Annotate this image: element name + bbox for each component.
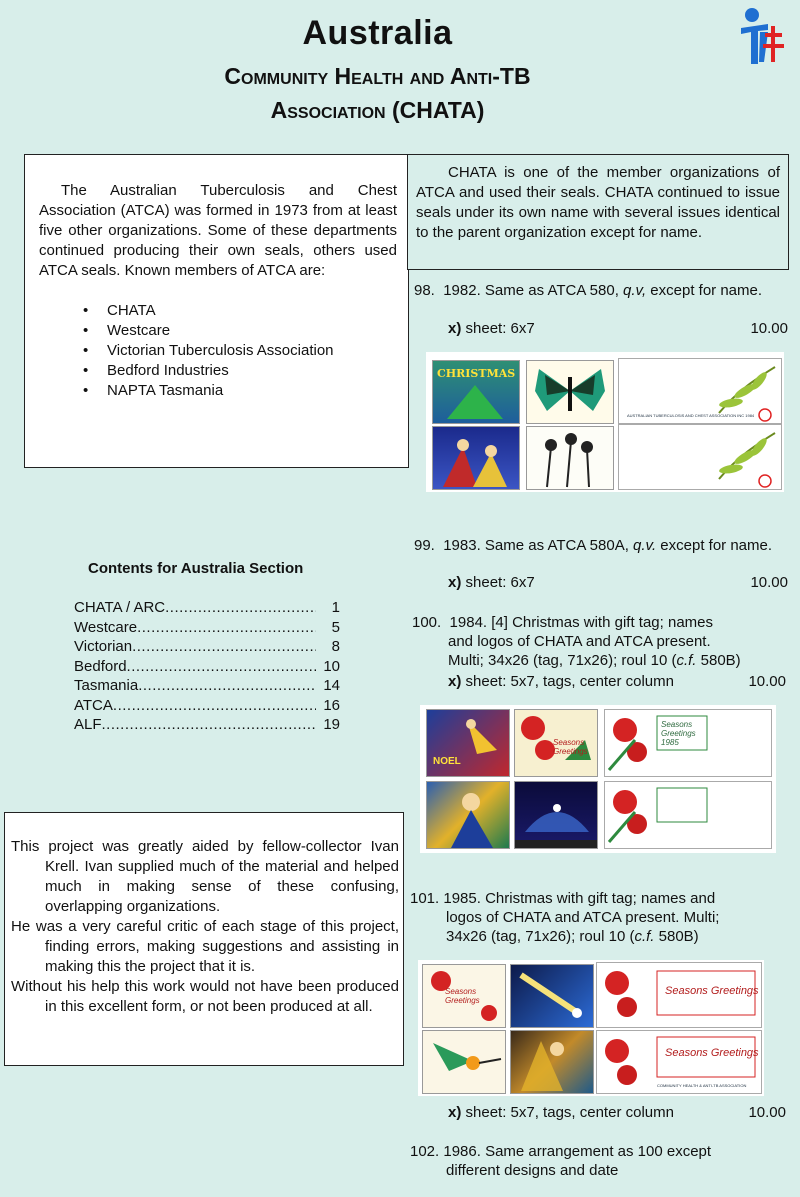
toc-row[interactable]	[74, 598, 340, 618]
sheet-prefix: x)	[448, 574, 462, 591]
catalog-entry-99	[414, 536, 774, 555]
person-double-cross-logo-icon	[738, 6, 790, 68]
table-of-contents	[74, 598, 340, 735]
tag-label: Seasons Greetings	[665, 1047, 759, 1059]
sheet-prefix: x)	[448, 673, 462, 690]
chata-caption: COMMUNITY HEALTH & ANTI-TB ASSOCIATION	[657, 1083, 747, 1088]
sheet-format: sheet: 5x7, tags, center column	[461, 1104, 674, 1121]
stamp-black-flowers	[526, 426, 614, 490]
list-item: • Victorian Tuberculosis Association	[75, 341, 334, 361]
list-item: • Westcare	[75, 321, 334, 341]
stamp-christmas-tree	[432, 360, 520, 424]
sheet-format: sheet: 5x7, tags, center column	[461, 673, 674, 690]
bird-icon	[423, 1031, 505, 1093]
toc-label: Victorian	[74, 638, 133, 655]
tag-label: Seasons Greetings	[665, 985, 759, 997]
sheet-prefix: x)	[448, 1104, 462, 1121]
stamp-label: Seasons Greetings	[553, 738, 588, 756]
catalog-entry-98	[414, 281, 764, 300]
list-item: • Bedford Industries	[75, 361, 334, 381]
stamp-label: Seasons Greetings	[445, 987, 480, 1005]
nativity-icon	[433, 427, 519, 489]
toc-row[interactable]	[74, 637, 340, 657]
stamp-block-1982	[426, 352, 784, 492]
stamp-nativity	[432, 426, 520, 490]
price: 10.00	[750, 320, 788, 337]
stamp-stained-glass	[510, 1030, 594, 1094]
sheet-format: sheet: 6x7	[461, 320, 535, 337]
comet-icon	[511, 965, 593, 1027]
stamp-block-1984	[420, 705, 776, 853]
entry-text: 1983. Same as ATCA 580A,	[443, 537, 634, 554]
price: 10.00	[748, 1104, 786, 1121]
gift-tag	[596, 1030, 762, 1094]
toc-label: CHATA / ARC	[74, 599, 166, 616]
entry-line1: 1986. Same arrangement as 100 except	[443, 1143, 712, 1160]
entry-line3: 34x26 (tag, 71x26); roul 10 (	[446, 928, 635, 945]
entry-100-sheet-line	[448, 673, 786, 690]
list-item: • CHATA	[75, 301, 334, 321]
stamp-star-night	[514, 781, 598, 849]
toc-page: 1	[331, 599, 340, 616]
stamp-block-1985	[418, 960, 764, 1096]
entry-line2: and logos of CHATA and ATCA present.	[448, 633, 711, 650]
toc-page: 8	[331, 638, 340, 655]
entry-line2: different designs and date	[446, 1162, 619, 1179]
catalog-entry-100	[412, 613, 792, 670]
entry-line3-end: 580B)	[654, 928, 699, 945]
entry-line1: 1985. Christmas with gift tag; names and	[443, 890, 716, 907]
entry-ref: c.f.	[676, 652, 697, 669]
entry-text-end: except for name.	[656, 537, 773, 554]
star-icon	[515, 782, 597, 848]
gift-tag	[618, 424, 782, 490]
toc-row[interactable]	[74, 657, 340, 677]
entry-ref: q.v.	[633, 537, 657, 554]
page-subtitle-line1: Community Health and Anti-TB	[224, 63, 531, 89]
ack-paragraph-2: He was a very careful critic of each stage of this project, finding errors, making suggestions and assisting in making this the project that it is.	[11, 918, 399, 975]
chata-paragraph: CHATA is one of the member organizations of ATCA and used their seals. CHATA continued to issue seals under its own name with several issues identical to the parent organization except for name.	[416, 164, 780, 241]
price: 10.00	[748, 673, 786, 690]
toc-label: ALF	[74, 716, 102, 733]
catalog-entry-101	[410, 889, 790, 946]
toc-row[interactable]	[74, 715, 340, 735]
list-item: • NAPTA Tasmania	[75, 381, 334, 401]
toc-page: 5	[331, 618, 340, 636]
tree-shape	[447, 385, 503, 419]
stamp-bird	[422, 1030, 506, 1094]
stamp-madonna-child	[426, 781, 510, 849]
catalog-entry-102	[410, 1142, 790, 1180]
chata-info-box	[407, 154, 789, 270]
stamp-butterfly	[526, 360, 614, 424]
leaf-sprig-icon	[619, 425, 781, 489]
stamp-seasons-greetings-flowers	[514, 709, 598, 777]
tag-label: Seasons Greetings 1985	[661, 720, 696, 747]
sheet-prefix: x)	[448, 320, 462, 337]
entry-ref: c.f.	[634, 928, 655, 945]
entry-number: 100.	[412, 614, 442, 631]
atca-info-box	[24, 154, 409, 468]
toc-label: Westcare	[74, 618, 138, 636]
stamp-label: CHRISTMAS	[437, 367, 516, 380]
toc-row[interactable]	[74, 696, 340, 716]
entry-ref: q.v,	[623, 282, 647, 299]
toc-page: 16	[323, 696, 340, 714]
madonna-icon	[427, 782, 509, 848]
toc-page: 19	[323, 716, 340, 733]
gift-tag	[604, 709, 772, 777]
poinsettia-icon	[605, 782, 771, 848]
butterfly-icon	[527, 361, 613, 423]
entry-number: 101.	[410, 890, 440, 907]
page-subtitle-line2: Association (CHATA)	[270, 97, 485, 123]
stained-glass-icon	[511, 1031, 593, 1093]
assoc-caption: AUSTRALIAN TUBERCULOSIS AND CHEST ASSOCIATION INC 1984	[627, 413, 755, 418]
stamp-comet	[510, 964, 594, 1028]
entry-99-sheet-line	[448, 574, 788, 591]
toc-label: Tasmania	[74, 677, 139, 694]
entry-number: 98.	[414, 282, 435, 299]
toc-page: 14	[323, 677, 340, 694]
acknowledgement-box	[4, 812, 404, 1066]
ack-paragraph-1: This project was greatly aided by fellow-collector Ivan Krell. Ivan supplied much of the material and helped much in making sense of these confusing, overlapping organizations.	[11, 838, 399, 915]
entry-line2: logos of CHATA and ATCA present. Multi;	[446, 909, 720, 926]
entry-98-sheet-line	[448, 320, 788, 337]
entry-line3-end: 580B)	[696, 652, 741, 669]
gift-tag	[596, 962, 762, 1028]
contents-title: Contents for Australia Section	[88, 560, 304, 577]
stamp-label: NOEL	[433, 756, 461, 767]
entry-number: 102.	[410, 1143, 440, 1160]
flower-icon	[527, 427, 613, 489]
ack-paragraph-3: Without his help this work would not have been produced in this excellent form, or not been produced at all.	[11, 978, 399, 1015]
price: 10.00	[750, 574, 788, 591]
page-title: Australia	[302, 14, 453, 52]
toc-row[interactable]	[74, 618, 340, 638]
gift-tag	[618, 358, 782, 424]
toc-page: 10	[323, 657, 340, 675]
entry-number: 99.	[414, 537, 435, 554]
toc-row[interactable]	[74, 676, 340, 696]
entry-text: 1982. Same as ATCA 580,	[443, 282, 624, 299]
stamp-seasons-greetings-floral	[422, 964, 506, 1028]
entry-101-sheet-line	[448, 1104, 786, 1121]
stamp-noel-angel	[426, 709, 510, 777]
entry-text-end: except for name.	[646, 282, 763, 299]
sheet-format: sheet: 6x7	[461, 574, 535, 591]
entry-line1: 1984. [4] Christmas with gift tag; names	[449, 614, 713, 631]
entry-line3: Multi; 34x26 (tag, 71x26); roul 10 (	[448, 652, 677, 669]
gift-tag	[604, 781, 772, 849]
atca-member-list	[75, 301, 334, 401]
toc-label: Bedford	[74, 657, 127, 675]
atca-paragraph: The Australian Tuberculosis and Chest Association (ATCA) was formed in 1973 from at least five other organizations. Some of these departments continued producing their own seals, others used ATCA seals. Known members of ATCA are:	[39, 182, 397, 279]
toc-label: ATCA	[74, 696, 113, 714]
